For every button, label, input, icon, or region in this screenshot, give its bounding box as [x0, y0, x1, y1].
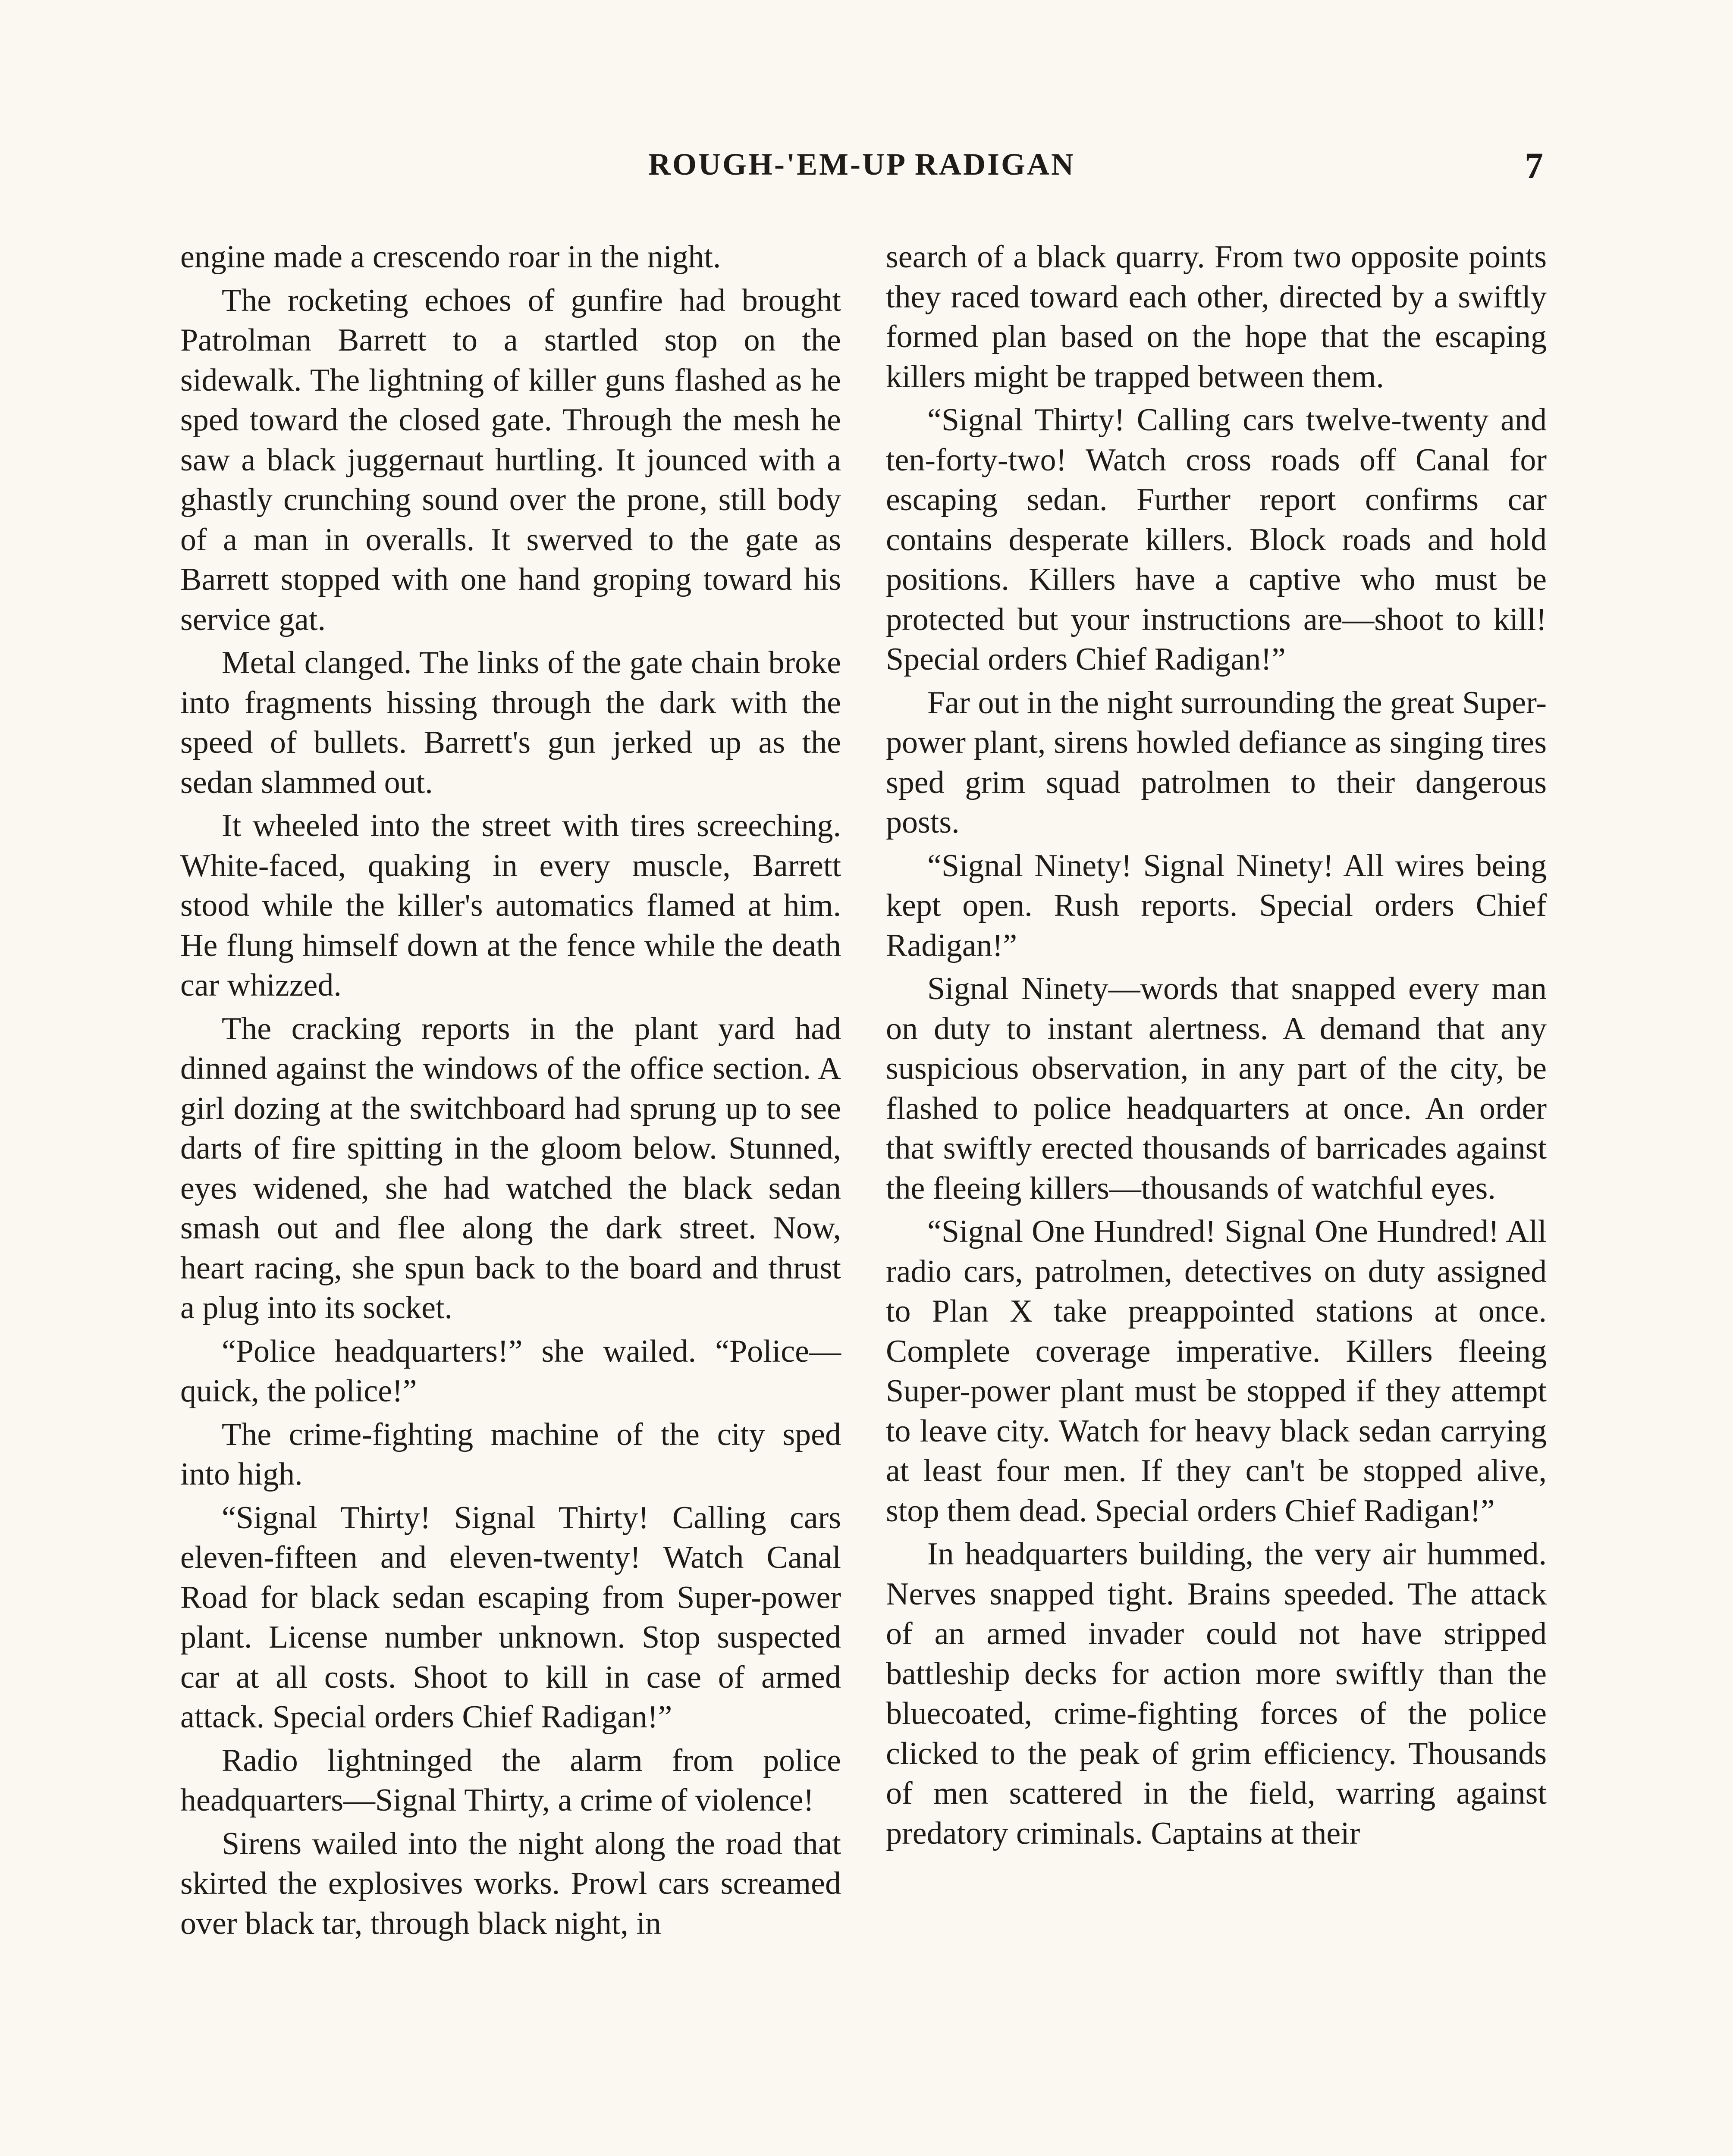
paragraph: Metal clanged. The links of the gate chain broke into fragments hissing through the dark with the speed of bullets. Barrett's gun jerked up as the sedan slammed out. — [180, 645, 841, 800]
paragraph: “Signal Ninety! Signal Ninety! All wires being kept open. Rush reports. Special orders Chief Radigan!” — [886, 848, 1547, 963]
paragraph: Far out in the night surrounding the great Super-power plant, sirens howled defiance as singing tires sped grim squad patrolmen to their dangerous posts. — [886, 685, 1547, 840]
paragraph: The crime-fighting machine of the city sped into high. — [180, 1416, 841, 1492]
paragraph: Radio lightninged the alarm from police headquarters—Signal Thirty, a crime of violence! — [180, 1742, 841, 1818]
paragraph: It wheeled into the street with tires screeching. White-faced, quaking in every muscle, Barrett stood while the killer's automatics flamed at him. He flung himself down at the fence while the death car whizzed. — [180, 808, 841, 1003]
paragraph: search of a black quarry. From two opposite points they raced toward each other, directed by a swiftly formed plan based on the hope that the escaping killers might be trapped between them. — [886, 239, 1547, 395]
paragraph: The cracking reports in the plant yard had dinned against the windows of the office section. A girl dozing at the switchboard had sprung up to see darts of fire spitting in the gloom below. Stunned, eyes widened, she had watched the black sedan smash out and flee along the dark street. Now, heart racing, she spun back to the board and thrust a plug into its socket. — [180, 1011, 841, 1326]
paragraph: The rocketing echoes of gunfire had brought Patrolman Barrett to a startled stop on the sidewalk. The lightning of killer guns flashed as he sped toward the closed gate. Through the mesh he saw a black juggernaut hurtling. It jounced with a ghastly crunching sound over the prone, still body of a man in overalls. It swerved to the gate as Barrett stopped with one hand groping toward his service gat. — [180, 282, 841, 637]
paragraph: engine made a crescendo roar in the night. — [180, 239, 721, 275]
running-head — [180, 147, 1543, 203]
paragraph: In headquarters building, the very air hummed. Nerves snapped tight. Brains speeded. The attack of an armed invader could not have stripped battleship decks for action more swiftly than the bluecoated, crime-fighting forces of the police clicked to the peak of grim efficiency. Thousands of men scattered in the field, warring against predatory criminals. Captains at their — [886, 1536, 1547, 1851]
paragraph: “Signal Thirty! Signal Thirty! Calling cars eleven-fifteen and eleven-twenty! Watch Canal Road for black sedan escaping from Super-power plant. License number unknown. Stop suspected car at all costs. Shoot to kill in case of armed attack. Special orders Chief Radigan!” — [180, 1500, 841, 1735]
paragraph: “Signal Thirty! Calling cars twelve-twenty and ten-forty-two! Watch cross roads off Canal for escaping sedan. Further report confirms car contains desperate killers. Block roads and hold positions. Killers have a captive who must be protected but your instructions are—shoot to kill! Special orders Chief Radigan!” — [886, 402, 1547, 677]
right-column — [886, 237, 1547, 1857]
running-title: ROUGH-'EM-UP RADIGAN — [648, 147, 1075, 182]
paragraph: Signal Ninety—words that snapped every man on duty to instant alertness. A demand that any suspicious observation, in any part of the city, be flashed to police headquarters at once. An order that swiftly erected thousands of barricades against the fleeing killers—thousands of watchful eyes. — [886, 971, 1547, 1206]
paragraph: “Signal One Hundred! Signal One Hundred! All radio cars, patrolmen, detectives on duty assigned to Plan X take preappointed stations at once. Complete coverage imperative. Killers fleeing Super-power plant must be stopped if they attempt to leave city. Watch for heavy black sedan carrying at least four men. If they can't be stopped alive, stop them dead. Special orders Chief Radigan!” — [886, 1214, 1547, 1529]
left-column — [180, 237, 841, 1947]
paragraph: Sirens wailed into the night along the road that skirted the explosives works. Prowl cars screamed over black tar, through black night, in — [180, 1826, 841, 1941]
paragraph: “Police headquarters!” she wailed. “Police—quick, the police!” — [180, 1333, 841, 1409]
page-number: 7 — [1525, 145, 1543, 186]
